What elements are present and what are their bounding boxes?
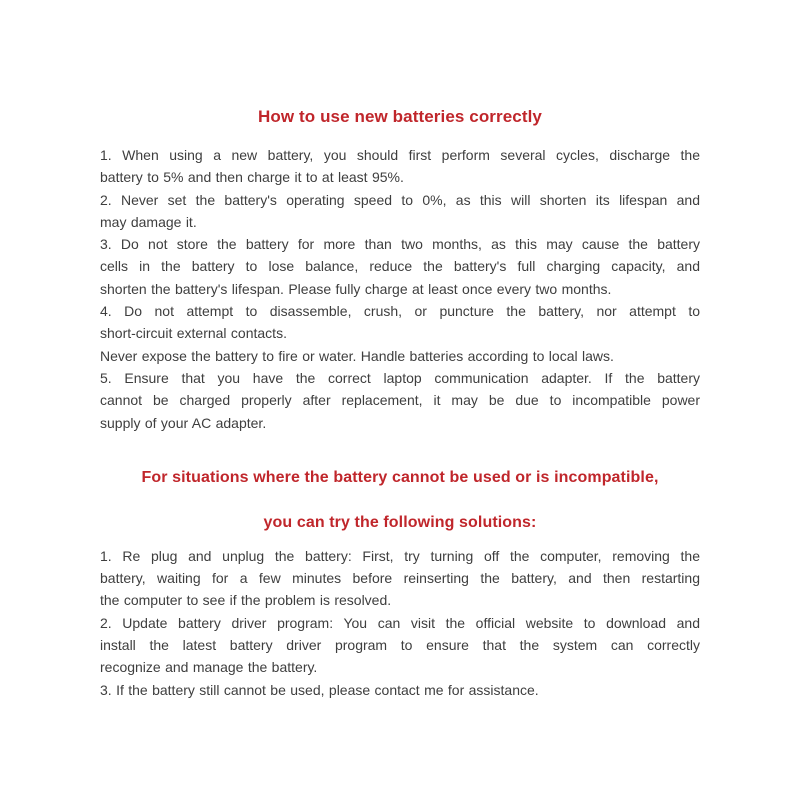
text-line: 4. Do not attempt to disassemble, crush, or puncture the battery, nor attempt to bbox=[100, 303, 700, 320]
text-line: 1. When using a new battery, you should first perform several cycles, discharge the bbox=[100, 147, 700, 163]
troubleshooting-heading-line1: For situations where the battery cannot be used or is incompatible, bbox=[141, 468, 659, 486]
paragraph bbox=[100, 300, 700, 345]
paragraph bbox=[100, 189, 700, 234]
text-line: cannot be charged properly after replacement, it may be due to incompatible power bbox=[100, 392, 700, 409]
text-line: 1. Re plug and unplug the battery: First, try turning off the computer, removing the bbox=[100, 547, 700, 564]
page-title: How to use new batteries correctly bbox=[258, 107, 542, 126]
text-line: 2. Never set the battery's operating speed to 0%, as this will shorten its lifespan and bbox=[100, 191, 700, 208]
text-line: install the latest battery driver program to ensure that the system can correctly bbox=[100, 637, 700, 654]
text-line: battery, waiting for a few minutes before reinserting the battery, and then restarting bbox=[100, 570, 700, 587]
text-line: the computer to see if the problem is resolved. bbox=[100, 592, 392, 609]
text-line: short-circuit external contacts. bbox=[100, 325, 287, 342]
text-line: may damage it. bbox=[100, 213, 197, 230]
paragraph bbox=[100, 612, 700, 679]
text-line: battery to 5% and then charge it to at least 95%. bbox=[100, 169, 404, 186]
text-line: shorten the battery's lifespan. Please fully charge at least once every two months. bbox=[100, 280, 612, 297]
text-line: recognize and manage the battery. bbox=[100, 659, 318, 676]
usage-instructions-text bbox=[100, 144, 700, 434]
text-line: Never expose the battery to fire or water. Handle batteries according to local laws. bbox=[100, 347, 614, 364]
text-line: 3. If the battery still cannot be used, please contact me for assistance. bbox=[100, 681, 539, 698]
text-line: supply of your AC adapter. bbox=[100, 414, 267, 431]
text-line: 5. Ensure that you have the correct laptop communication adapter. If the battery bbox=[100, 369, 700, 386]
text-line: cells in the battery to lose balance, reduce the battery's full charging capacity, and bbox=[100, 258, 700, 275]
paragraph bbox=[100, 679, 700, 701]
paragraph bbox=[100, 233, 700, 300]
text-line: 2. Update battery driver program: You can visit the official website to download and bbox=[100, 614, 700, 631]
paragraph bbox=[100, 367, 700, 434]
paragraph bbox=[100, 144, 700, 189]
paragraph bbox=[100, 545, 700, 612]
troubleshooting-solutions-text bbox=[100, 545, 700, 701]
troubleshooting-heading-line2: you can try the following solutions: bbox=[263, 513, 537, 531]
text-line: 3. Do not store the battery for more than two months, as this may cause the battery bbox=[100, 236, 700, 253]
paragraph bbox=[100, 345, 700, 367]
page-content bbox=[100, 0, 700, 701]
